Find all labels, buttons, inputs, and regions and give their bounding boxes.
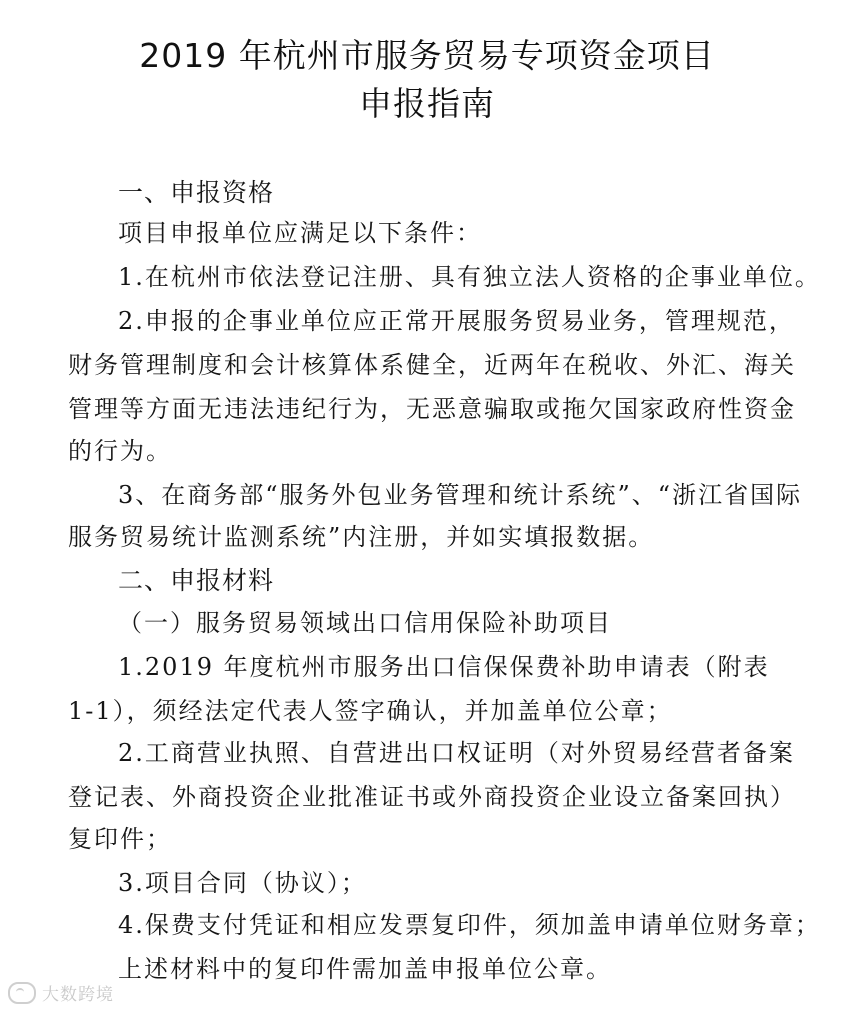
eligibility-item-2-line-4: 的行为。 — [68, 437, 172, 465]
materials-subheading-1: （一）服务贸易领域出口信用保险补助项目 — [118, 609, 612, 637]
materials-item-1-line-2: 1-1），须经法定代表人签字确认，并加盖单位公章； — [68, 697, 673, 725]
materials-item-2-line-2: 登记表、外商投资企业批准证书或外商投资企业设立备案回执） — [68, 783, 796, 811]
watermark-text: 大数跨境 — [42, 985, 114, 1005]
eligibility-item-3-line-1: 3、在商务部“服务外包业务管理和统计系统”、“浙江省国际 — [118, 481, 803, 509]
eligibility-intro: 项目申报单位应满足以下条件： — [118, 219, 482, 247]
materials-item-2-line-1: 2.工商营业执照、自营进出口权证明（对外贸易经营者备案 — [118, 739, 795, 767]
materials-item-4: 4.保费支付凭证和相应发票复印件，须加盖申请单位财务章； — [118, 911, 821, 939]
watermark — [8, 980, 114, 1005]
materials-item-1-line-1: 1.2019 年度杭州市服务出口信保保费补助申请表（附表 — [118, 653, 770, 681]
materials-item-3: 3.项目合同（协议）； — [118, 869, 367, 897]
materials-item-2-line-3: 复印件； — [68, 825, 172, 853]
materials-note: 上述材料中的复印件需加盖申报单位公章。 — [118, 955, 612, 983]
document-title-line1: 2019 年杭州市服务贸易专项资金项目 — [139, 36, 715, 75]
section-heading-materials: 二、申报材料 — [118, 566, 275, 595]
watermark-logo-icon — [8, 982, 36, 1004]
document-title-line2: 申报指南 — [359, 84, 495, 123]
eligibility-item-2-line-3: 管理等方面无违法违纪行为，无恶意骗取或拖欠国家政府性资金 — [68, 395, 796, 423]
eligibility-item-2-line-2: 财务管理制度和会计核算体系健全，近两年在税收、外汇、海关 — [68, 351, 796, 379]
eligibility-item-3-line-2: 服务贸易统计监测系统”内注册，并如实填报数据。 — [68, 523, 655, 551]
eligibility-item-2-line-1: 2.申报的企事业单位应正常开展服务贸易业务，管理规范， — [118, 307, 795, 335]
section-heading-eligibility: 一、申报资格 — [118, 178, 275, 207]
eligibility-item-1: 1.在杭州市依法登记注册、具有独立法人资格的企事业单位。 — [118, 263, 821, 291]
